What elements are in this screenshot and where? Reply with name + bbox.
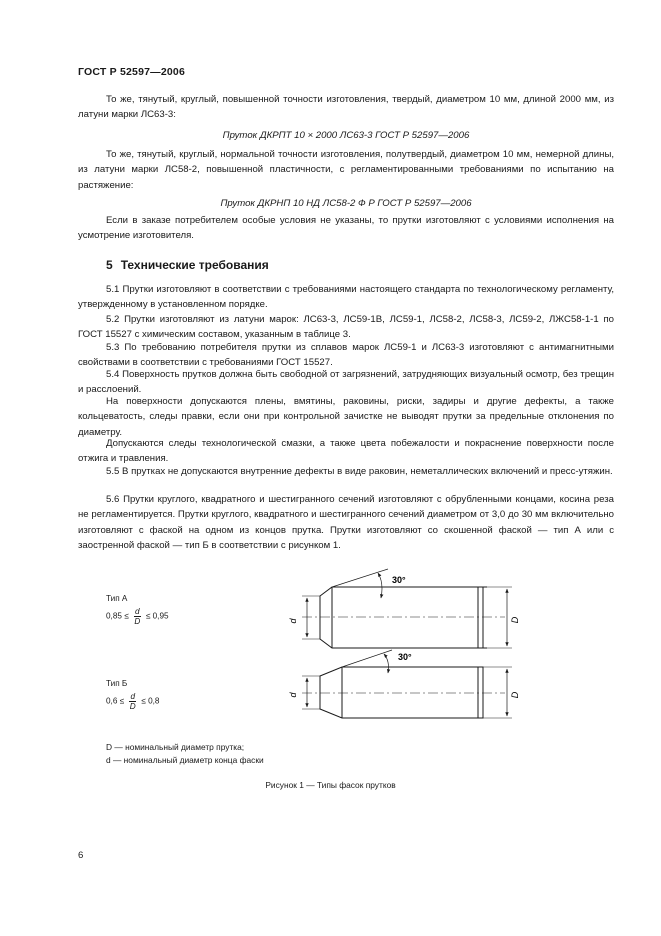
leq-sign: ≤ xyxy=(124,611,129,621)
type-a-label: Тип А xyxy=(106,594,128,603)
leq-sign: ≤ xyxy=(119,696,125,706)
paragraph-5-4-surface: На поверхности допускаются плены, вмятины, раковины, риски, задиры и другие дефекты, а также кольцеватость, следы правки, если они при контрольной зачистке не выводят прутки за предельные отклонения по диаметру. xyxy=(78,396,614,438)
ratio-numerator: d xyxy=(130,692,136,701)
type-a-small-diameter-label: d xyxy=(288,618,298,624)
legend-item-large-diameter: D — номинальный диаметр прутка; xyxy=(106,742,245,752)
document-header: ГОСТ Р 52597—2006 xyxy=(78,66,186,78)
type-b-angle-label: 30° xyxy=(398,652,412,662)
paragraph-5-3: 5.3 По требованию потребителя прутки из сплавов марок ЛС59-1 и ЛС63-3 изготовляют с антимагнитными свойствами в соответствии с требованиями ГОСТ 15527. xyxy=(78,342,614,369)
type-a-upper: 0,95 xyxy=(152,611,169,621)
type-b-label: Тип Б xyxy=(106,679,128,688)
page-number: 6 xyxy=(78,850,84,861)
section-title: Технические требования xyxy=(120,258,269,272)
intro-paragraph-3: Если в заказе потребителем особые условия не указаны, то прутки изготовляют с условиями исполнения на усмотрение изготовителя. xyxy=(78,215,614,242)
ratio-denominator: D xyxy=(134,617,141,626)
leq-sign: ≤ xyxy=(141,696,146,706)
type-b-ratio xyxy=(106,692,159,711)
leq-sign: ≤ xyxy=(145,611,151,621)
type-a-rod-drawing xyxy=(302,569,512,648)
section-heading xyxy=(106,258,269,272)
type-b-lower: 0,6 xyxy=(106,696,118,706)
type-a-angle-label: 30° xyxy=(392,575,406,585)
rod-chamfer-figure xyxy=(280,565,530,725)
paragraph-5-4-lubricant: Допускаются следы технологической смазки, а также цвета побежалости и покраснение поверхности после отжига и травления. xyxy=(78,438,614,465)
ratio-denominator: D xyxy=(129,702,136,711)
figure-caption: Рисунок 1 — Типы фасок прутков xyxy=(265,780,396,790)
ratio-fraction xyxy=(129,692,136,711)
intro-paragraph-2: То же, тянутый, круглый, нормальной точности изготовления, полутвердый, диаметром 10 мм, немерной длины, из латуни марки ЛС58-2, повышенной пластичности, с регламентированными требованиями по испытанию на растяжение: xyxy=(78,149,614,191)
type-a-ratio xyxy=(106,607,169,626)
figure-legend xyxy=(106,741,264,766)
type-b-small-diameter-label: d xyxy=(288,692,298,698)
paragraph-5-5: 5.5 В прутках не допускаются внутренние дефекты в виде раковин, неметаллических включений и пресс-утяжин. xyxy=(106,466,613,477)
paragraph-5-6: 5.6 Прутки круглого, квадратного и шестигранного сечений изготовляют с обрубленными концами, косина реза не регламентируется. Прутки круглого, квадратного и шестигранного сечений диаметром от 3,0 до 30 мм включительно изготовляют с фаской на одном из концов прутка. Прутки изготовляют со скошенной фаской — тип А или с заостренной фаской — тип Б в соответствии с рисунком 1. xyxy=(78,494,614,552)
designation-example-2: Пруток ДКРНП 10 НД ЛС58-2 Ф Р ГОСТ Р 52597—2006 xyxy=(220,198,472,209)
legend-item-small-diameter: d — номинальный диаметр конца фаски xyxy=(106,754,264,765)
type-a-lower: 0,85 xyxy=(106,611,122,621)
ratio-fraction xyxy=(134,607,141,626)
paragraph-5-4: 5.4 Поверхность прутков должна быть свободной от загрязнений, затрудняющих визуальный осмотр, без трещин и расслоений. xyxy=(78,369,614,396)
paragraph-5-1: 5.1 Прутки изготовляют в соответствии с требованиями настоящего стандарта по технологическому регламенту, утвержденному в установленном порядке. xyxy=(78,284,614,311)
designation-example-1: Пруток ДКРПТ 10 × 2000 ЛС63-3 ГОСТ Р 52597—2006 xyxy=(222,130,470,141)
ratio-numerator: d xyxy=(135,607,140,616)
type-b-large-diameter-label: D xyxy=(510,691,520,699)
intro-paragraph-1: То же, тянутый, круглый, повышенной точности изготовления, твердый, диаметром 10 мм, длиной 2000 мм, из латуни марки ЛС63-3: xyxy=(78,94,614,121)
type-a-large-diameter-label: D xyxy=(510,616,520,624)
section-number: 5 xyxy=(106,258,113,272)
type-b-upper: 0,8 xyxy=(148,696,160,706)
paragraph-5-2: 5.2 Прутки изготовляют из латуни марок: ЛС63-3, ЛС59-1В, ЛС59-1, ЛС58-2, ЛС58-3, ЛС59-2, ЛЖС58-1-1 по ГОСТ 15527 с химическим составом, указанным в таблице 3. xyxy=(78,314,614,341)
